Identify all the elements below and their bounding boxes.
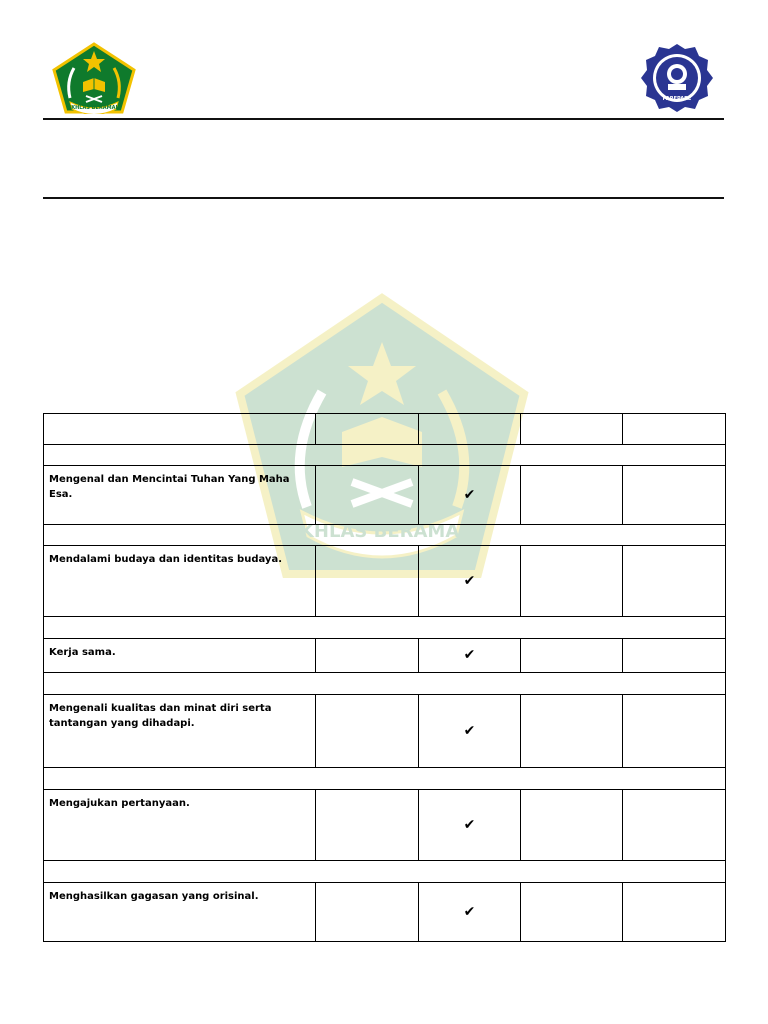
table-row	[44, 883, 726, 942]
header-cell	[521, 414, 623, 445]
svg-text:IKHLAS BERAMAL: IKHLAS BERAMAL	[69, 105, 119, 111]
check-mark-icon: ✔	[419, 639, 521, 673]
header-cell	[44, 414, 316, 445]
score-cell	[316, 639, 419, 673]
check-mark-icon: ✔	[419, 466, 521, 525]
criterion-label: Mengenali kualitas dan minat diri serta tantangan yang dihadapi.	[44, 695, 316, 768]
check-mark-icon: ✔	[419, 790, 521, 861]
header-rule-bottom	[43, 197, 724, 199]
criterion-label: Mendalami budaya dan identitas budaya.	[44, 546, 316, 617]
score-cell	[521, 639, 623, 673]
score-cell	[521, 546, 623, 617]
header-cell	[316, 414, 419, 445]
score-cell	[521, 883, 623, 942]
section-row	[44, 673, 726, 695]
score-cell	[623, 466, 726, 525]
section-row	[44, 525, 726, 546]
muhammadiyah-university-seal-icon	[640, 43, 714, 113]
rubric-table	[43, 413, 726, 942]
check-mark-icon: ✔	[419, 546, 521, 617]
criterion-label: Mengajukan pertanyaan.	[44, 790, 316, 861]
score-cell	[623, 883, 726, 942]
score-cell	[521, 695, 623, 768]
score-cell	[623, 790, 726, 861]
section-row	[44, 861, 726, 883]
kemenag-emblem-icon	[52, 42, 136, 114]
check-mark-icon: ✔	[419, 883, 521, 942]
section-cell	[44, 768, 726, 790]
table-row	[44, 466, 726, 525]
criterion-label: Kerja sama.	[44, 639, 316, 673]
table-row	[44, 546, 726, 617]
section-row	[44, 768, 726, 790]
score-cell	[521, 790, 623, 861]
section-cell	[44, 861, 726, 883]
svg-text:IKHLAS BERAMAL: IKHLAS BERAMAL	[293, 521, 471, 542]
table-row	[44, 790, 726, 861]
score-cell	[316, 695, 419, 768]
section-cell	[44, 525, 726, 546]
score-cell	[316, 883, 419, 942]
table-row	[44, 695, 726, 768]
header-cell	[419, 414, 521, 445]
section-row	[44, 445, 726, 466]
score-cell	[316, 546, 419, 617]
score-cell	[316, 466, 419, 525]
score-cell	[623, 639, 726, 673]
svg-text:PAREPARE: PAREPARE	[662, 96, 692, 102]
section-cell	[44, 673, 726, 695]
criterion-label: Menghasilkan gagasan yang orisinal.	[44, 883, 316, 942]
criterion-label: Mengenal dan Mencintai Tuhan Yang Maha Esa.	[44, 466, 316, 525]
score-cell	[623, 546, 726, 617]
section-cell	[44, 617, 726, 639]
table-row	[44, 639, 726, 673]
header-cell	[623, 414, 726, 445]
table-header-row	[44, 414, 726, 445]
score-cell	[316, 790, 419, 861]
section-cell	[44, 445, 726, 466]
score-cell	[521, 466, 623, 525]
section-row	[44, 617, 726, 639]
header-rule-top	[43, 118, 724, 120]
score-cell	[623, 695, 726, 768]
check-mark-icon: ✔	[419, 695, 521, 768]
